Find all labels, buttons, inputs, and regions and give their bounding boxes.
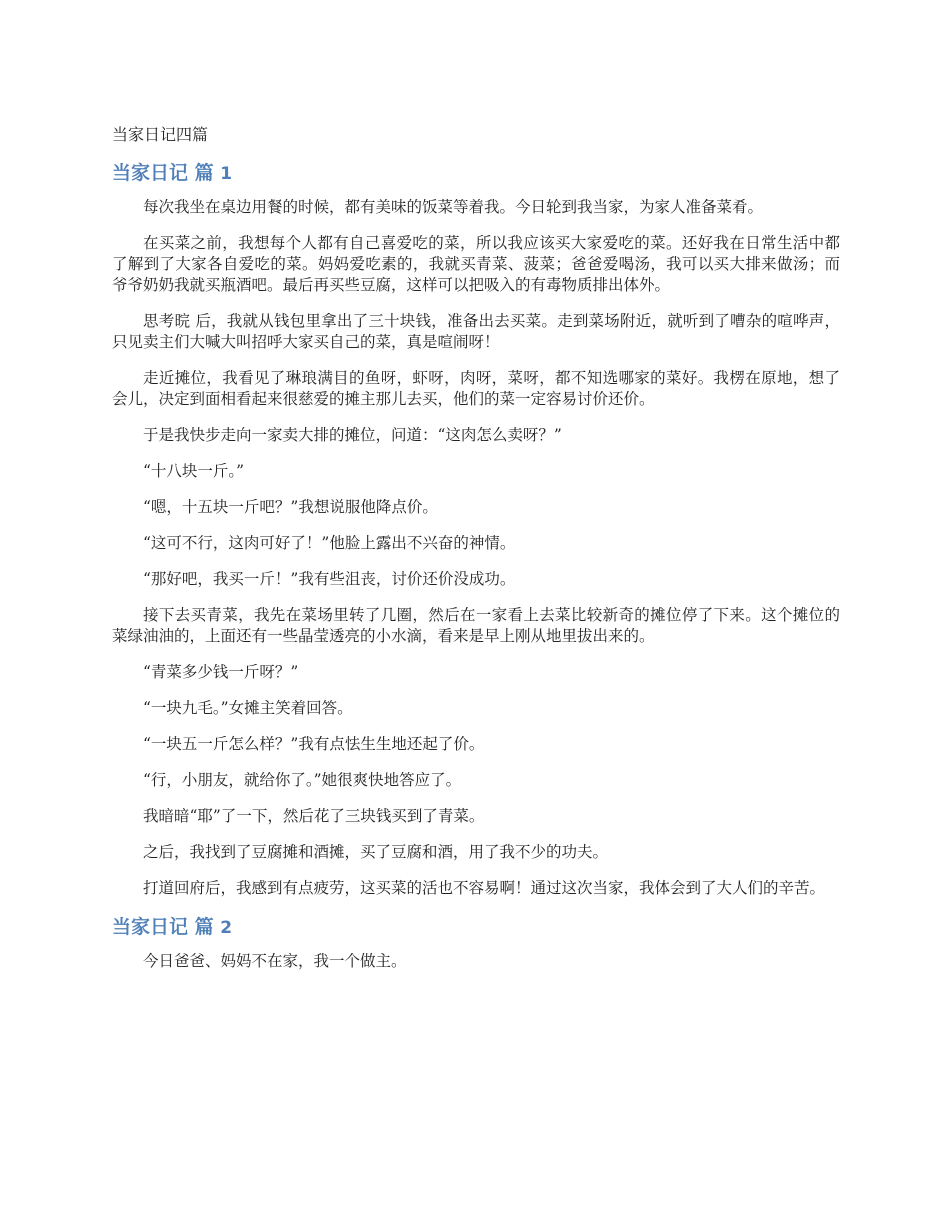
section-number: 2 — [220, 918, 233, 938]
document-body — [112, 122, 840, 987]
section-heading — [112, 914, 840, 941]
paragraph: “青菜多少钱一斤呀？” — [143, 663, 299, 681]
section-number: 1 — [220, 164, 233, 184]
section-heading-text: 当家日记 篇 — [112, 916, 214, 938]
paragraph: 走近摊位，我看见了琳琅满目的鱼呀，虾呀，肉呀，菜呀，都不知选哪家的菜好。我楞在原地，想了会儿，决定到面相看起来很慈爱的摊主那儿去买，他们的菜一定容易讨价还价。 — [112, 369, 840, 408]
paragraph: “十八块一斤。” — [143, 462, 245, 480]
paragraph: 之后，我找到了豆腐摊和酒摊，买了豆腐和酒，用了我不少的功夫。 — [143, 843, 609, 861]
paragraph: “行，小朋友，就给你了。”她很爽快地答应了。 — [143, 771, 462, 789]
paragraph: 接下去买青菜，我先在菜场里转了几圈，然后在一家看上去菜比较新奇的摊位停了下来。这个摊位的菜绿油油的，上面还有一些晶莹透亮的小水滴，看来是早上刚从地里拔出来的。 — [112, 606, 840, 645]
paragraph: 打道回府后，我感到有点疲劳，这买菜的活也不容易啊！通过这次当家，我体会到了大人们的辛苦。 — [143, 879, 826, 897]
section-heading — [112, 160, 840, 187]
section-heading-text: 当家日记 篇 — [112, 162, 214, 184]
paragraph: “一块九毛。”女摊主笑着回答。 — [143, 699, 353, 717]
paragraph: “嗯，十五块一斤吧？”我想说服他降点价。 — [143, 498, 438, 516]
paragraph: 在买菜之前，我想每个人都有自己喜爱吃的菜，所以我应该买大家爱吃的菜。还好我在日常生活中都了解到了大家各自爱吃的菜。妈妈爱吃素的，我就买青菜、菠菜；爸爸爱喝汤，我可以买大排来做汤；而爷爷奶奶我就买瓶酒吧。最后再买些豆腐，这样可以把吸入的有毒物质排出体外。 — [112, 234, 840, 294]
paragraph: 今日爸爸、妈妈不在家，我一个做主。 — [143, 952, 407, 970]
paragraph: 每次我坐在桌边用餐的时候，都有美味的饭菜等着我。今日轮到我当家，为家人准备菜肴。 — [143, 198, 764, 216]
sections-container — [112, 160, 840, 972]
paragraph: “那好吧，我买一斤！”我有些沮丧，讨价还价没成功。 — [143, 570, 516, 588]
paragraph: 于是我快步走向一家卖大排的摊位，问道：“这肉怎么卖呀？” — [143, 426, 562, 444]
paragraph: “这可不行，这肉可好了！”他脸上露出不兴奋的神情。 — [143, 534, 516, 552]
document-title: 当家日记四篇 — [112, 125, 209, 144]
paragraph: “一块五一斤怎么样？”我有点怯生生地还起了价。 — [143, 735, 485, 753]
paragraph: 思考晥 后，我就从钱包里拿出了三十块钱，准备出去买菜。走到菜场附近，就听到了嘈杂的喧哗声，只见卖主们大喊大叫招呼大家买自己的菜，真是喧闹呀！ — [112, 312, 840, 351]
paragraph: 我暗暗“耶”了一下，然后花了三块钱买到了青菜。 — [143, 807, 485, 825]
